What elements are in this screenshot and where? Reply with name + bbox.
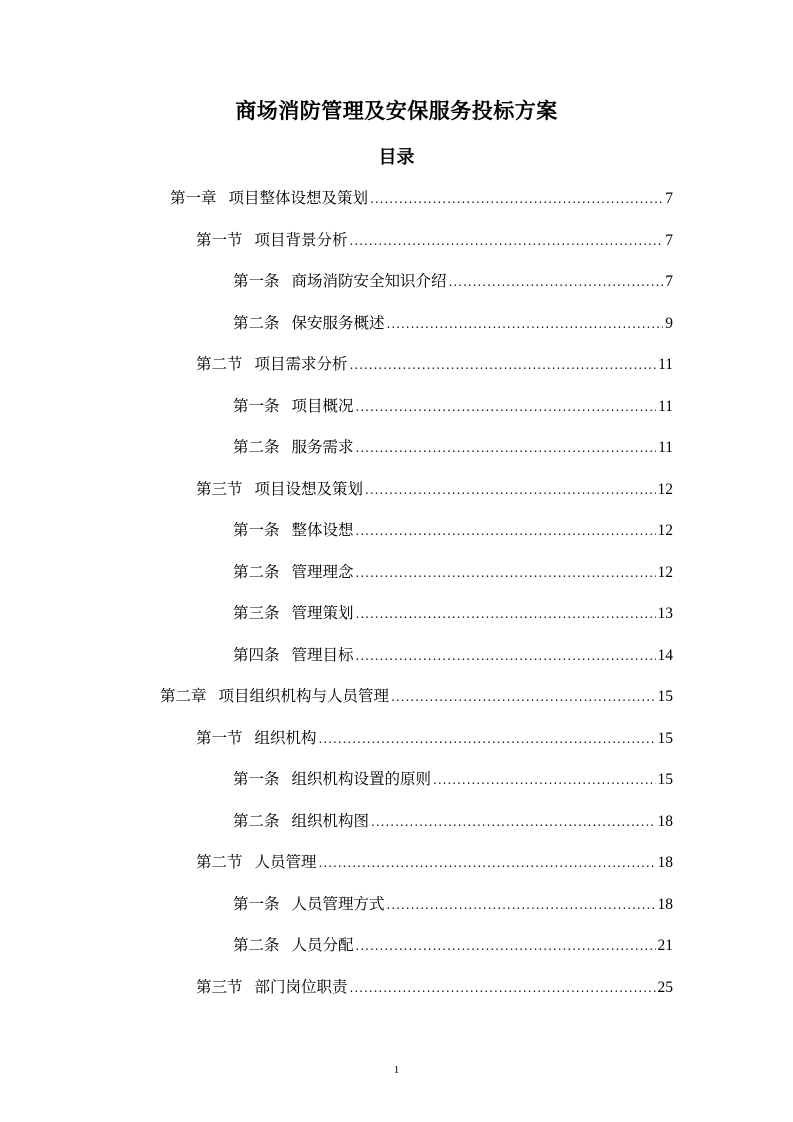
- toc-dot-leader: [387, 893, 656, 917]
- toc-dot-leader: [371, 810, 655, 834]
- toc-entry-title: 项目概况: [291, 397, 354, 415]
- toc-entry-article[interactable]: [233, 435, 673, 459]
- toc-entry-title: 整体设想: [291, 521, 354, 539]
- toc-entry-chapter[interactable]: [160, 684, 673, 708]
- toc-entry-page: 12: [657, 522, 673, 539]
- toc-entry-article[interactable]: [233, 518, 673, 542]
- toc-entry-number: 第一条: [233, 397, 280, 415]
- toc-entry-title: 人员管理方式: [291, 895, 385, 913]
- toc-entry-title: 组织机构: [254, 729, 317, 747]
- toc-entry-page: 7: [665, 190, 673, 207]
- toc-dot-leader: [449, 270, 664, 294]
- toc-entry-page: 12: [657, 481, 673, 498]
- toc-entry-number: 第二章: [160, 687, 207, 705]
- toc-entry-page: 18: [657, 813, 673, 830]
- toc-entry-article[interactable]: [233, 809, 673, 833]
- toc-dot-leader: [387, 312, 664, 336]
- toc-entry-number: 第一章: [170, 189, 217, 207]
- toc-entry-article[interactable]: [233, 311, 673, 335]
- toc-dot-leader: [356, 934, 656, 958]
- page-number: 1: [393, 1064, 400, 1076]
- toc-entry-article[interactable]: [233, 601, 673, 625]
- toc-entry-page: 7: [665, 273, 673, 290]
- toc-dot-leader: [356, 644, 656, 668]
- document-title: 商场消防管理及安保服务投标方案: [235, 99, 558, 123]
- toc-entry-title: 组织机构图: [291, 812, 370, 830]
- toc-entry-page: 21: [657, 937, 673, 954]
- toc-dot-leader: [356, 436, 657, 460]
- toc-dot-leader: [356, 602, 656, 626]
- toc-entry-chapter[interactable]: [170, 186, 673, 210]
- toc-dot-leader: [356, 519, 656, 543]
- toc-dot-leader: [350, 976, 656, 1000]
- toc-entry-article[interactable]: [233, 643, 673, 667]
- toc-dot-leader: [370, 187, 663, 211]
- toc-entry-title: 项目需求分析: [254, 355, 348, 373]
- toc-entry-number: 第二节: [196, 355, 243, 373]
- toc-entry-section[interactable]: [196, 228, 673, 252]
- toc-entry-title: 部门岗位职责: [254, 978, 348, 996]
- toc-entry-section[interactable]: [196, 352, 673, 376]
- toc-entry-title: 管理理念: [291, 563, 354, 581]
- toc-entry-number: 第一条: [233, 770, 280, 788]
- toc-entry-title: 服务需求: [291, 438, 354, 456]
- toc-entry-page: 11: [658, 439, 673, 456]
- toc-entry-number: 第四条: [233, 646, 280, 664]
- toc-entry-title: 项目设想及策划: [254, 480, 364, 498]
- toc-entry-number: 第一条: [233, 272, 280, 290]
- toc-entry-number: 第一节: [196, 729, 243, 747]
- toc-entry-title: 商场消防安全知识介绍: [291, 272, 447, 290]
- toc-entry-number: 第三节: [196, 978, 243, 996]
- toc-entry-title: 项目整体设想及策划: [228, 189, 369, 207]
- toc-entry-number: 第三节: [196, 480, 243, 498]
- toc-entry-number: 第一节: [196, 231, 243, 249]
- toc-entry-number: 第二条: [233, 936, 280, 954]
- toc-entry-number: 第二条: [233, 563, 280, 581]
- toc-entry-page: 12: [657, 564, 673, 581]
- toc-entry-page: 15: [657, 730, 673, 747]
- toc-entry-page: 15: [657, 688, 673, 705]
- toc-entry-article[interactable]: [233, 560, 673, 584]
- toc-entry-title: 管理策划: [291, 604, 354, 622]
- toc-entry-number: 第一条: [233, 895, 280, 913]
- toc-entry-page: 25: [657, 979, 673, 996]
- toc-dot-leader: [391, 685, 655, 709]
- toc-entry-title: 人员分配: [291, 936, 354, 954]
- toc-entry-title: 项目背景分析: [254, 231, 348, 249]
- toc-entry-title: 保安服务概述: [291, 314, 385, 332]
- toc-entry-number: 第二节: [196, 853, 243, 871]
- toc-entry-page: 11: [658, 356, 673, 373]
- toc-entry-article[interactable]: [233, 933, 673, 957]
- toc-entry-page: 15: [657, 771, 673, 788]
- toc-dot-leader: [365, 478, 655, 502]
- toc-entry-title: 项目组织机构与人员管理: [218, 687, 390, 705]
- toc-entry-number: 第三条: [233, 604, 280, 622]
- toc-entry-article[interactable]: [233, 394, 673, 418]
- toc-entry-number: 第二条: [233, 314, 280, 332]
- toc-entry-title: 人员管理: [254, 853, 317, 871]
- toc-entry-page: 18: [657, 854, 673, 871]
- toc-entry-section[interactable]: [196, 726, 673, 750]
- toc-dot-leader: [356, 395, 657, 419]
- toc-entry-article[interactable]: [233, 892, 673, 916]
- toc-entry-article[interactable]: [233, 269, 673, 293]
- toc-dot-leader: [319, 851, 656, 875]
- toc-dot-leader: [433, 768, 655, 792]
- toc-entry-page: 18: [657, 896, 673, 913]
- toc-dot-leader: [350, 353, 657, 377]
- toc-entry-section[interactable]: [196, 975, 673, 999]
- toc-dot-leader: [350, 229, 664, 253]
- toc-entry-page: 7: [665, 232, 673, 249]
- toc-entry-page: 14: [657, 647, 673, 664]
- toc-entry-section[interactable]: [196, 850, 673, 874]
- toc-dot-leader: [356, 561, 656, 585]
- toc-entry-number: 第二条: [233, 812, 280, 830]
- toc-entry-page: 11: [658, 398, 673, 415]
- toc-entry-page: 13: [657, 605, 673, 622]
- toc-heading: 目录: [378, 147, 415, 168]
- toc-entry-page: 9: [665, 315, 673, 332]
- toc-dot-leader: [319, 727, 656, 751]
- toc-entry-title: 组织机构设置的原则: [291, 770, 432, 788]
- toc-entry-article[interactable]: [233, 767, 673, 791]
- toc-entry-section[interactable]: [196, 477, 673, 501]
- toc-entry-number: 第一条: [233, 521, 280, 539]
- toc-entry-number: 第二条: [233, 438, 280, 456]
- toc-entry-title: 管理目标: [291, 646, 354, 664]
